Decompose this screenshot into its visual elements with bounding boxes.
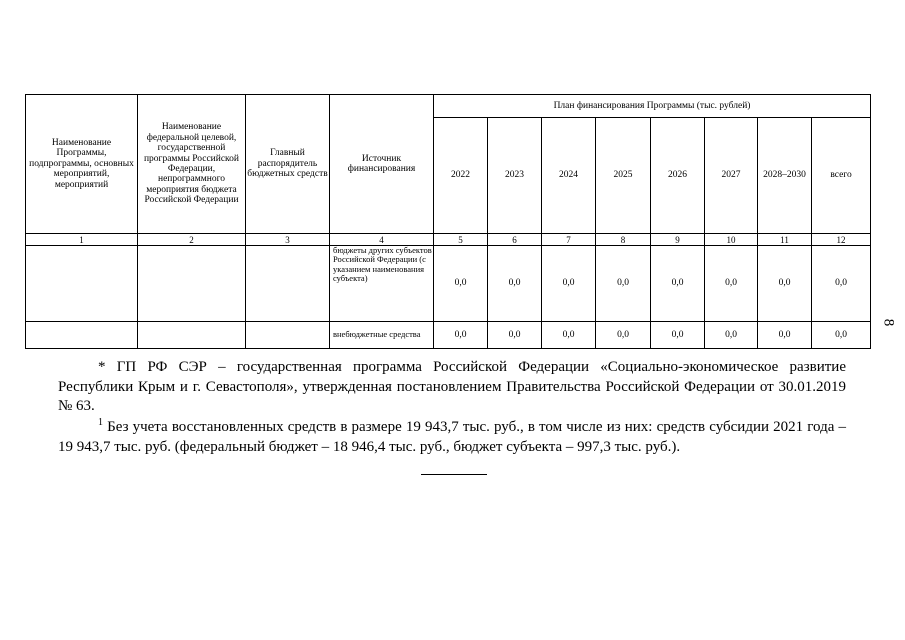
column-number: 2	[138, 234, 246, 246]
header-federal-program: Наименование федеральной целевой, государственной программы Российской Федерации, непрограммного мероприятия бюджета Российской Федерации	[138, 95, 246, 234]
column-number: 8	[596, 234, 651, 246]
value-cell: 0,0	[542, 322, 596, 349]
column-number: 4	[330, 234, 434, 246]
value-cell: 0,0	[758, 322, 812, 349]
header-year-2024: 2024	[542, 118, 596, 234]
footnote-one	[58, 413, 846, 457]
header-year-2022: 2022	[434, 118, 488, 234]
header-year-2023: 2023	[488, 118, 542, 234]
header-budget-manager: Главный распорядитель бюджетных средств	[246, 95, 330, 234]
column-number: 12	[812, 234, 871, 246]
column-number-row	[26, 234, 871, 246]
header-year-2027: 2027	[705, 118, 758, 234]
separator-line	[421, 474, 487, 475]
table-row	[26, 322, 871, 349]
empty-cell	[26, 322, 138, 349]
column-number: 6	[488, 234, 542, 246]
value-cell: 0,0	[434, 322, 488, 349]
value-cell: 0,0	[596, 246, 651, 322]
value-cell: 0,0	[812, 246, 871, 322]
empty-cell	[246, 246, 330, 322]
header-funding-source: Источник финансирования	[330, 95, 434, 234]
value-cell: 0,0	[596, 322, 651, 349]
value-cell: 0,0	[542, 246, 596, 322]
funding-source-cell: бюджеты других субъектов Российской Федерации (с указанием наименования субъекта)	[330, 246, 434, 322]
column-number: 5	[434, 234, 488, 246]
page-number: 8	[880, 318, 897, 327]
column-number: 10	[705, 234, 758, 246]
value-cell: 0,0	[651, 322, 705, 349]
header-financing-plan: План финансирования Программы (тыс. рублей)	[434, 95, 871, 118]
value-cell: 0,0	[434, 246, 488, 322]
header-year-2028-2030: 2028–2030	[758, 118, 812, 234]
empty-cell	[26, 246, 138, 322]
header-year-2026: 2026	[651, 118, 705, 234]
empty-cell	[138, 322, 246, 349]
footnote-one-text: Без учета восстановленных средств в размере 19 943,7 тыс. руб., в том числе из них: средств субсидии 2021 года – 19 943,7 тыс. руб. (федеральный бюджет – 18 946,4 тыс. руб., бюджет субъекта – 997,3 тыс. руб.).	[58, 419, 846, 455]
header-program-name: Наименование Программы, подпрограммы, основных мероприятий, мероприятий	[26, 95, 138, 234]
empty-cell	[246, 322, 330, 349]
value-cell: 0,0	[812, 322, 871, 349]
table-row	[26, 246, 871, 322]
column-number: 1	[26, 234, 138, 246]
column-number: 9	[651, 234, 705, 246]
footnote-star: * ГП РФ СЭР – государственная программа Российской Федерации «Социально-экономическое развитие Республики Крым и г. Севастополя», утвержденная постановлением Правительства Российской Федерации от 30.01.2019 № 63.	[58, 359, 846, 414]
column-number: 7	[542, 234, 596, 246]
financing-table	[25, 94, 871, 349]
value-cell: 0,0	[705, 322, 758, 349]
value-cell: 0,0	[758, 246, 812, 322]
value-cell: 0,0	[705, 246, 758, 322]
value-cell: 0,0	[488, 322, 542, 349]
funding-source-cell: внебюджетные средства	[330, 322, 434, 349]
value-cell: 0,0	[651, 246, 705, 322]
header-year-2025: 2025	[596, 118, 651, 234]
column-number: 3	[246, 234, 330, 246]
empty-cell	[138, 246, 246, 322]
header-total: всего	[812, 118, 871, 234]
footnote-marker: 1	[98, 417, 103, 428]
column-number: 11	[758, 234, 812, 246]
value-cell: 0,0	[488, 246, 542, 322]
